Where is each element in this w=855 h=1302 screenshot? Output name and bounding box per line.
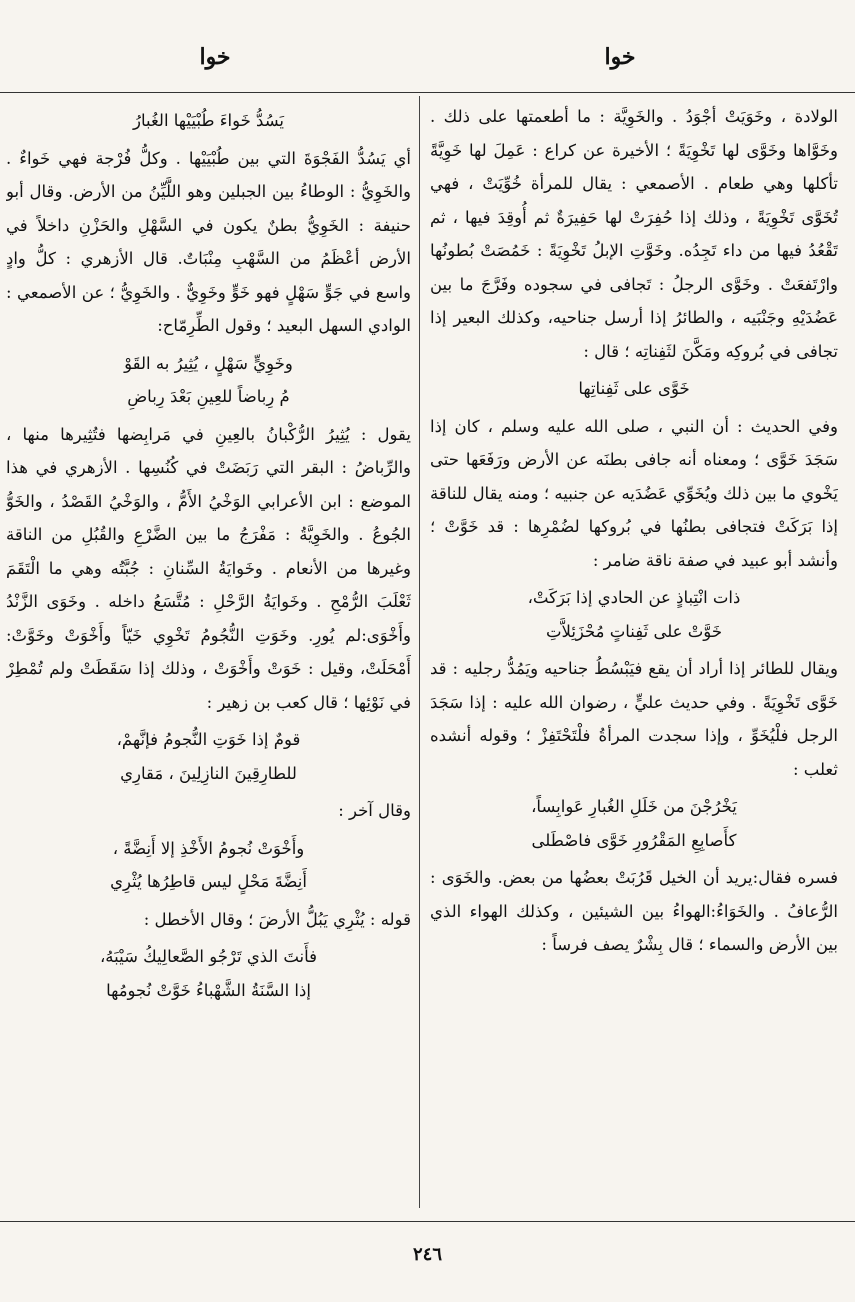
- verse-line: يَسُدُّ خَواءَ طُبْيَيْها الغُبارُ: [132, 111, 285, 130]
- footer-rule: [0, 1221, 855, 1222]
- verse-line: مُ رِباضاً للعِينِ بَعْدَ رِباضِ: [127, 387, 290, 406]
- paragraph: يقول : يُثِيرُ الرُّكْبانُ بالعِينِ في مَرابِضها فتُثِيرها منها ، والرِّباضُ : البقر التي رَبَضَتْ في كُنُسِها . الأزهري في هذا الموضع : ابن الأعرابي الوَخْيُ الأَمُّ ، والوَخْيُ القَصْدُ ، والخَوُّ الجُوعُ . والخَوِيَّةُ : مَفْرَجُ ما بين الضَّرْعِ والقُبُلِ من الناقة وغيرها من الأنعام . وخَوايَةُ السِّنانِ : جُبَّتُه وهي ما الْتَقَمَ ثَعْلَبَ الرُّمْحِ . وخَوايَةُ الرَّحْلِ : مُتَّسَعُ داخله . وخَوَى الزَّنْدُ وأَخْوَى:لم يُورِ. وخَوَتِ النُّجُومُ تَخْوِي خَيّاً وأَخْوَتْ وخَوَّتْ: أَمْحَلَتْ، وقيل : خَوَتْ وأَخْوَتْ ، وذلك إذا سَقَطَتْ ولم تُمْطِرْ في نَوْئِها ؛ قال كعب بن زهير :: [6, 424, 411, 712]
- verse-line: إذا السَّنَةُ الشَّهْباءُ خَوَّتْ نُجومُها: [106, 980, 311, 1000]
- verse: [430, 790, 838, 857]
- verse: [6, 347, 411, 414]
- column-separator: [419, 96, 420, 1208]
- verse-line: يَخْرُجْنَ من خَلَلِ الغُبارِ عَوابِساً،: [531, 797, 737, 816]
- verse-line: للطارِقِينَ النازِلِينَ ، مَقارِي: [120, 763, 297, 783]
- right-column: [430, 100, 838, 1205]
- paragraph: وفي الحديث : أن النبي ، صلى الله عليه وسلم ، كان إذا سَجَدَ خَوَّى ؛ ومعناه أنه جافى بطنَه عن الأرض ورَفَعَها حتى يَخْوي ما بين ذلك ويُخَوِّي عَضُدَيه عن جنبيه ؛ ومنه يقال للناقة إذا بَرَكَتْ فتجافى بطنُها في بُروكها لضُمْرِها : قد خَوَّتْ ؛ وأنشد أبو عبيد في صفة ناقة ضامر :: [430, 416, 838, 570]
- verse-line: كأَصابِعِ المَقْرُورِ خَوَّى فاصْطَلى: [531, 830, 737, 850]
- paragraph: وقال آخر :: [338, 801, 411, 820]
- verse-line: قومٌ إذا خَوَتِ النُّجومُ فإنَّهمْ،: [116, 730, 301, 749]
- verse: [430, 581, 838, 648]
- paragraph: فسره فقال:يريد أن الخيل قَرُبَتْ بعضُها من بعض. والخَوَى : الرُّعافُ . والخَوَاءُ:الهواءُ بين الشيئين ، وكذلك الهواء الذي بين الأرض والسماء ؛ قال بِشْرٌ يصف فرساً :: [430, 868, 838, 954]
- verse: [6, 104, 411, 138]
- verse: [6, 940, 411, 1007]
- paragraph: ويقال للطائر إذا أراد أن يقع فيَبْسُطُ جناحيه ويَمُدُّ رجليه : قد خَوَّى تَخْوِيَةً . وفي حديث عليٍّ ، رضوان الله عليه : إذا سَجَدَ الرجل فلْيُخَوِّ ، وإذا سجدت المرأةُ فلْتَحْتَفِزْ ؛ وقوله أنشده ثعلب :: [430, 659, 838, 779]
- verse-line: وخَوِيٍّ سَهْلٍ ، يُثِيرُ به القَوْ: [124, 353, 293, 373]
- verse-line: خَوَّتْ على ثَفِناتٍ مُحْزَئِلاَّتِ: [545, 621, 723, 641]
- verse-line: أَنِضَّةَ مَحْلٍ ليس قاطِرُها يُثْرِي: [110, 872, 307, 891]
- running-headword-left: خوا: [199, 44, 231, 70]
- paragraph: الولادة ، وخَوَيَتْ أجْوَدُ . والخَوِيَّة : ما أطعمتها على ذلك . وخَوَّاها وخَوَّى لها تَخْوِيَةً ؛ الأخيرة عن كراع : عَمِلَ لها خَوِيَّةً تأكلها وهي طعام . الأصمعي : يقال للمرأة خُوِّيَتْ ، فهي تُخَوَّى تَخْوِيَةً ، وذلك إذا حُفِرَتْ لها حَفِيرَةٌ ثم أُوقِدَ فيها ، ثم تَقْعُدُ فيها من داء تَجِدُه. وخَوَّتِ الإبلُ تَخْوِيَةً : خَمُصَتْ بُطونُها وارْتَفعَتْ . وخَوَّى الرجلُ : تَجافى في سجوده وفَرَّجَ ما بين عَضُدَيْهِ وجَنْبَيه ، والطائرُ إذا أرسل جناحيه، وكذلك البعير إذا تجافى في بُروكِه ومَكَّنَ لثَفِناتِه ؛ قال :: [430, 107, 838, 361]
- verse-line: خَوَّى على ثَفِناتِها: [578, 379, 690, 398]
- left-column: [6, 100, 411, 1205]
- verse-line: فأَنتَ الذي تَرْجُو الصَّعالِيكُ سَيْبَهُ،: [99, 947, 318, 966]
- verse-line: وأَخْوَتْ نُجومُ الأَخْذِ إلا أَنِضَّةً ،: [112, 838, 305, 858]
- verse-line: ذات انْتِباذٍ عن الحادي إذا بَرَكَتْ،: [527, 588, 741, 607]
- paragraph: قوله : يُثْرِي يَبُلُّ الأرضَ ؛ وقال الأخطل :: [143, 909, 411, 929]
- verse: [6, 832, 411, 899]
- paragraph: أي يَسُدُّ الفَجْوَةَ التي بين طُبْيَيْها . وكلُّ فُرْجة فهي خَواءٌ . والخَوِيُّ : الوطاءُ بين الجبلين وهو اللَّيِّنُ من الأرض. وقال أبو حنيفة : الخَوِيُّ بطنٌ يكون في السَّهْلِ والحَزْنِ داخلاً في الأرض أعْظَمُ من السَّهْبِ مِنْبَاتٌ. قال الأزهري : كلُّ وادٍ واسع في جَوٍّ سَهْلٍ فهو خَوٍّ وخَوِيٌّ . والخَوِيُّ ؛ عن الأصمعي : الوادي السهل البعيد ؛ وقول الطِّرِمّاح:: [6, 148, 411, 335]
- header-rule: [0, 92, 855, 93]
- running-headword-right: خوا: [604, 44, 636, 70]
- verse: [6, 723, 411, 790]
- verse: [430, 372, 838, 406]
- page-number: ٢٤٦: [412, 1244, 442, 1265]
